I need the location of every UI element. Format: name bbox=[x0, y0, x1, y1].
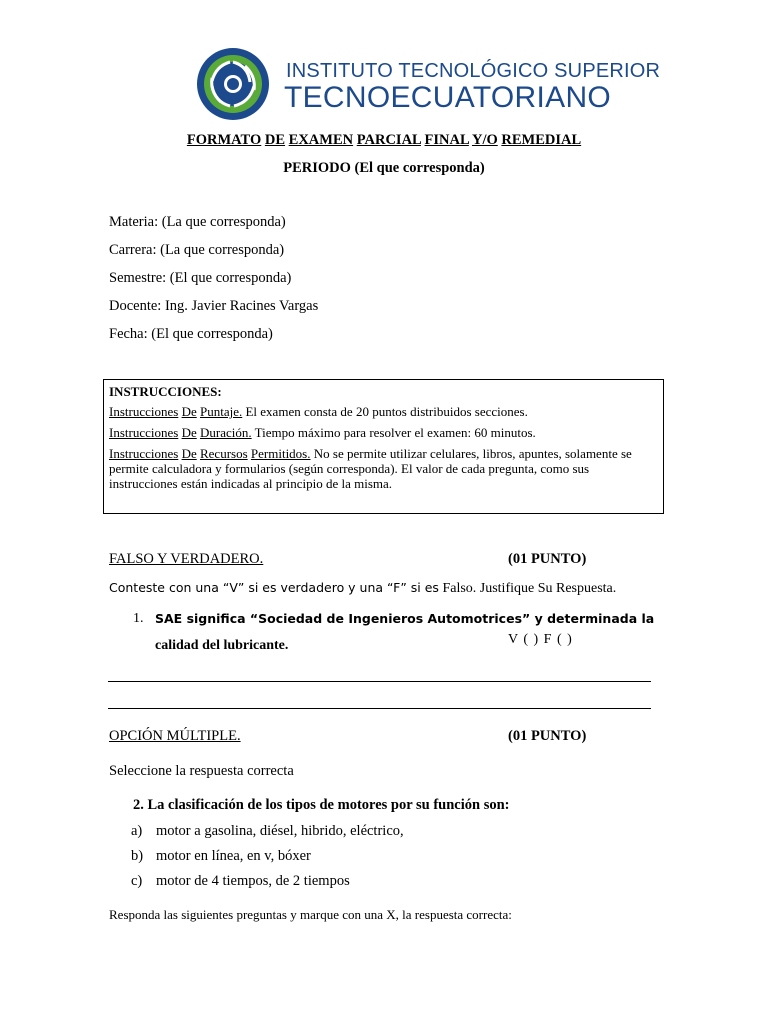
instr-label: De bbox=[181, 404, 197, 419]
instr-label: De bbox=[181, 425, 197, 440]
option-text: motor de 4 tiempos, de 2 tiempos bbox=[156, 873, 350, 889]
question-1 bbox=[133, 606, 658, 659]
title-word: REMEDIAL bbox=[501, 132, 582, 148]
instruction-text-b: Falso. Justifique Su Respuesta. bbox=[438, 581, 617, 596]
instr-label: Permitidos. bbox=[250, 446, 311, 461]
title-word: FINAL bbox=[424, 132, 469, 148]
logo-line-2: TECNOECUATORIANO bbox=[284, 81, 612, 114]
title-word: FORMATO bbox=[186, 132, 262, 148]
info-carrera: Carrera: (La que corresponda) bbox=[109, 242, 285, 258]
instr-text: No se permite utilizar celulares, libros, apuntes, solamente se permite calculadora y formularios (según corresponda). El valor de cada pregunta, como sus instrucciones están indicadas al principio de la misma. bbox=[109, 446, 632, 491]
info-materia: Materia: (La que corresponda) bbox=[109, 214, 286, 230]
question-number: 1. bbox=[133, 611, 144, 626]
answer-line[interactable] bbox=[108, 681, 651, 682]
instr-text: Tiempo máximo para resolver el examen: 60 minutos. bbox=[251, 425, 536, 440]
section2-points: (01 PUNTO) bbox=[508, 728, 587, 744]
section-name: OPCIÓN MÚLTIPLE. bbox=[109, 728, 241, 744]
section-opcion-multiple bbox=[109, 728, 241, 745]
answer-line[interactable] bbox=[108, 708, 651, 709]
question-text: calidad del lubricante. bbox=[155, 638, 289, 653]
option-text: motor a gasolina, diésel, hibrido, eléctrico, bbox=[156, 823, 404, 839]
info-fecha: Fecha: (El que corresponda) bbox=[109, 326, 273, 342]
instr-label: Duración. bbox=[199, 425, 252, 440]
option-c[interactable] bbox=[131, 873, 350, 890]
question-2: 2. La clasificación de los tipos de motores por su función son: bbox=[133, 797, 510, 813]
instructions-box bbox=[103, 379, 664, 514]
instruction-text-a: Conteste con una “V” si es verdadero y una “F” si es bbox=[109, 580, 439, 595]
info-docente: Docente: Ing. Javier Racines Vargas bbox=[109, 298, 319, 314]
title-word: PARCIAL bbox=[356, 132, 421, 148]
option-a[interactable] bbox=[131, 823, 404, 840]
institute-logo bbox=[178, 40, 661, 122]
instr-label: Instrucciones bbox=[109, 404, 179, 419]
instr-label: Recursos bbox=[199, 446, 248, 461]
option-text: motor en línea, en v, bóxer bbox=[156, 848, 311, 864]
instructions-heading: INSTRUCCIONES: bbox=[109, 384, 222, 399]
section-name: FALSO Y VERDADERO. bbox=[109, 551, 264, 567]
instr-label: Puntaje. bbox=[199, 404, 243, 419]
period-subtitle: PERIODO (El que corresponda) bbox=[283, 160, 485, 176]
instr-text: El examen consta de 20 puntos distribuidos secciones. bbox=[242, 404, 528, 419]
instr-label: Instrucciones bbox=[109, 425, 179, 440]
exam-title bbox=[0, 132, 768, 149]
instruction-recursos bbox=[109, 446, 658, 491]
footer-instruction: Responda las siguientes preguntas y marque con una X, la respuesta correcta: bbox=[109, 907, 512, 922]
section1-instruction bbox=[109, 580, 616, 597]
option-letter: c) bbox=[131, 873, 143, 889]
option-letter: a) bbox=[131, 823, 143, 839]
question-text: SAE significa “Sociedad de Ingenieros Automotrices” y determinada la bbox=[155, 611, 655, 626]
instruction-puntaje bbox=[109, 404, 658, 419]
info-semestre: Semestre: (El que corresponda) bbox=[109, 270, 292, 286]
title-word: EXAMEN bbox=[288, 132, 354, 148]
section-falso-verdadero bbox=[109, 551, 263, 568]
logo-line-1: INSTITUTO TECNOLÓGICO SUPERIOR bbox=[286, 60, 661, 82]
title-word: DE bbox=[264, 132, 286, 148]
option-letter: b) bbox=[131, 848, 144, 864]
section1-points: (01 PUNTO) bbox=[508, 551, 587, 567]
institute-swirl-logo-icon bbox=[190, 46, 276, 122]
instr-label: De bbox=[181, 446, 197, 461]
instruction-duracion bbox=[109, 425, 658, 440]
instr-label: Instrucciones bbox=[109, 446, 179, 461]
title-word: Y/O bbox=[471, 132, 498, 148]
option-b[interactable] bbox=[131, 848, 311, 865]
true-false-marks[interactable]: V ( ) F ( ) bbox=[508, 632, 572, 647]
section2-instruction: Seleccione la respuesta correcta bbox=[109, 763, 294, 779]
